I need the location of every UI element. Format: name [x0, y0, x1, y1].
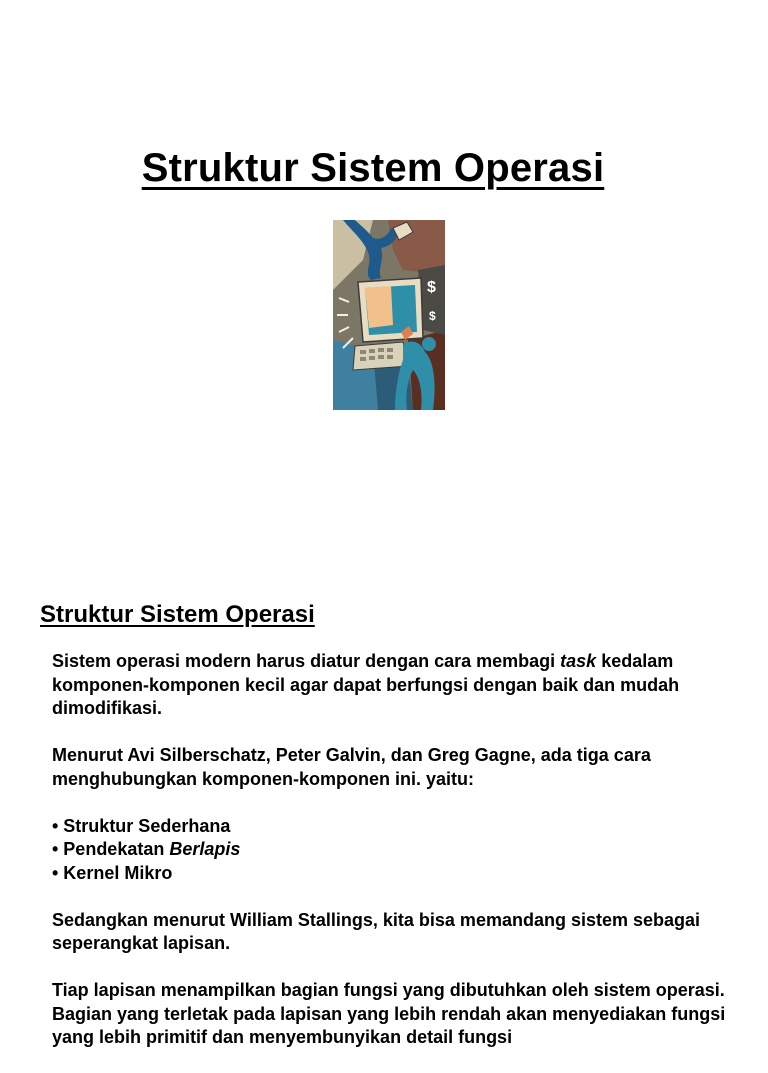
paragraph-intro — [52, 650, 752, 721]
bullet-list — [52, 815, 752, 886]
svg-text:$: $ — [427, 279, 436, 296]
italic-term-task: task — [560, 651, 597, 671]
body-text — [52, 650, 752, 1073]
computer-collaboration-clipart — [333, 220, 445, 410]
paragraph-intro-text: Sistem operasi modern harus diatur dengan cara membagi — [52, 651, 561, 671]
paragraph-authors: Menurut Avi Silberschatz, Peter Galvin, dan Greg Gagne, ada tiga cara menghubungkan komponen-komponen ini. yaitu: — [52, 745, 651, 789]
paragraph-intro-text-end: kedalam komponen-komponen kecil agar dapat berfungsi dengan baik dan mudah dimodifikasi. — [52, 651, 680, 718]
bullet-item — [52, 838, 752, 862]
paragraph-stallings: Sedangkan menurut William Stallings, kita bisa memandang sistem sebagai seperangkat lapisan. — [52, 909, 701, 953]
bullet-item: • Kernel Mikro — [52, 862, 173, 883]
paragraph-layers: Tiap lapisan menampilkan bagian fungsi yang dibutuhkan oleh sistem operasi. Bagian yang terletak pada lapisan yang lebih rendah akan menyediakan fungsi yang lebih primitif dan menyembunyikan detail fungsi — [52, 980, 726, 1047]
italic-term-berlapis: Berlapis — [169, 839, 241, 859]
bullet-item: • Struktur Sederhana — [52, 815, 231, 836]
slide-title: Struktur Sistem Operasi — [141, 146, 605, 190]
svg-text:$: $ — [429, 309, 436, 323]
section-heading: Struktur Sistem Operasi — [40, 601, 315, 628]
bullet-item-text: • Pendekatan — [52, 839, 170, 859]
